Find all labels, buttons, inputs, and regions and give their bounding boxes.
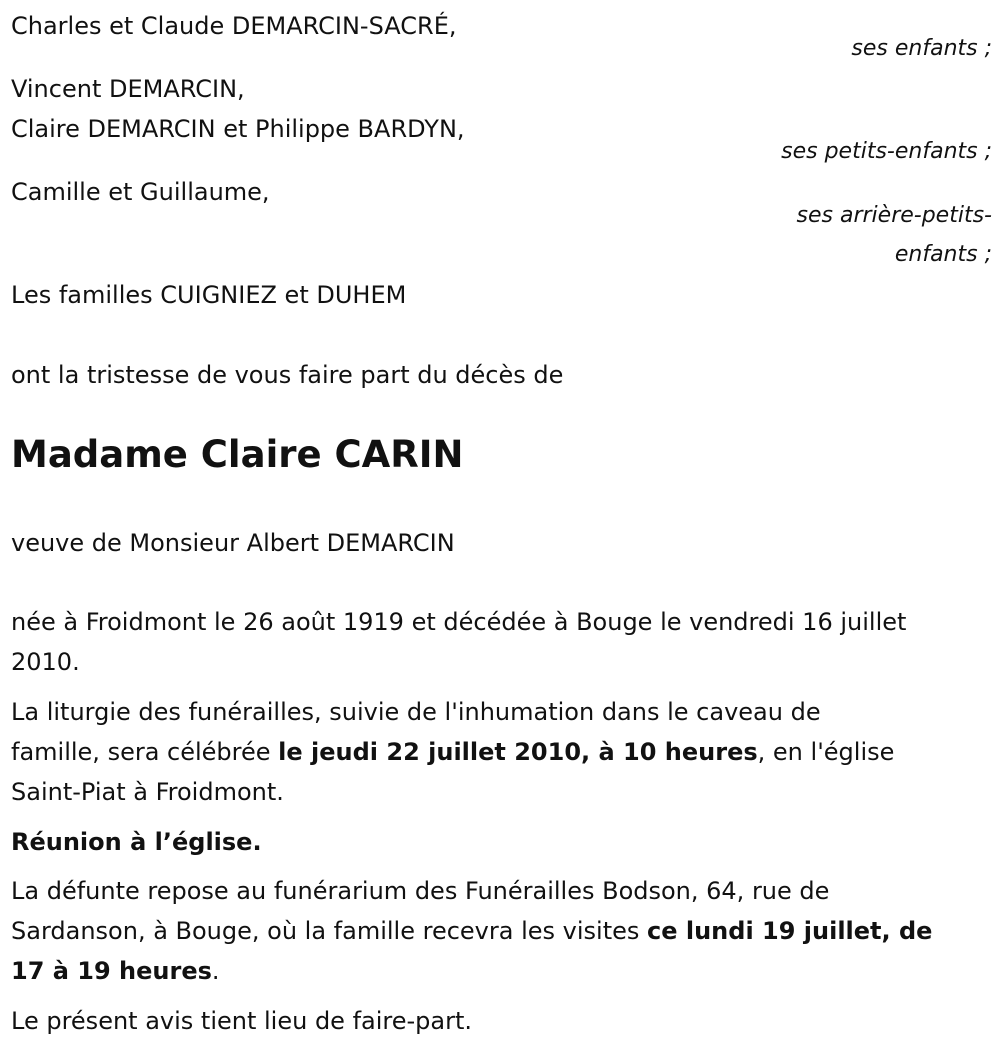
funeral-details-line <box>11 732 894 772</box>
funeral-text: famille, sera célébrée <box>11 738 279 766</box>
visitation-text: . <box>211 957 220 985</box>
great-grandchildren-role-continued: enfants ; <box>894 242 992 267</box>
great-grandchildren-names: Camille et Guillaume, <box>11 178 270 206</box>
meeting-note-text: Réunion à l’église. <box>11 828 262 856</box>
deceased-name: Madame Claire CARIN <box>11 433 464 476</box>
widow-of: veuve de Monsieur Albert DEMARCIN <box>11 529 455 557</box>
visitation-line <box>11 951 220 991</box>
visitation-line <box>11 911 932 951</box>
funeral-location: Saint-Piat à Froidmont. <box>11 778 284 806</box>
meeting-note <box>11 822 262 862</box>
announcement-intro: ont la tristesse de vous faire part du décès de <box>11 361 564 389</box>
funeral-details-line: La liturgie des funérailles, suivie de l'inhumation dans le caveau de <box>11 698 821 726</box>
closing-note: Le présent avis tient lieu de faire-part. <box>11 1007 473 1035</box>
visitation-line: La défunte repose au funérarium des Funérailles Bodson, 64, rue de <box>11 877 830 905</box>
grandchild-name: Claire DEMARCIN et Philippe BARDYN, <box>11 115 465 143</box>
great-grandchildren-role: ses arrière-petits- <box>796 203 992 228</box>
visitation-text: Sardanson, à Bouge, où la famille recevra les visites <box>11 917 647 945</box>
funeral-date-time: le jeudi 22 juillet 2010, à 10 heures <box>278 738 758 766</box>
other-families: Les familles CUIGNIEZ et DUHEM <box>11 281 407 309</box>
children-role: ses enfants ; <box>851 36 992 61</box>
grandchildren-role: ses petits-enfants ; <box>781 139 992 164</box>
children-names: Charles et Claude DEMARCIN-SACRÉ, <box>11 12 457 40</box>
grandchild-name: Vincent DEMARCIN, <box>11 75 245 103</box>
birth-death-line: née à Froidmont le 26 août 1919 et décédée à Bouge le vendredi 16 juillet <box>11 608 907 636</box>
visitation-date: ce lundi 19 juillet, de <box>647 917 933 945</box>
birth-death-line-end: 2010. <box>11 648 80 676</box>
visitation-hours: 17 à 19 heures <box>11 957 212 985</box>
funeral-text: , en l'église <box>757 738 895 766</box>
